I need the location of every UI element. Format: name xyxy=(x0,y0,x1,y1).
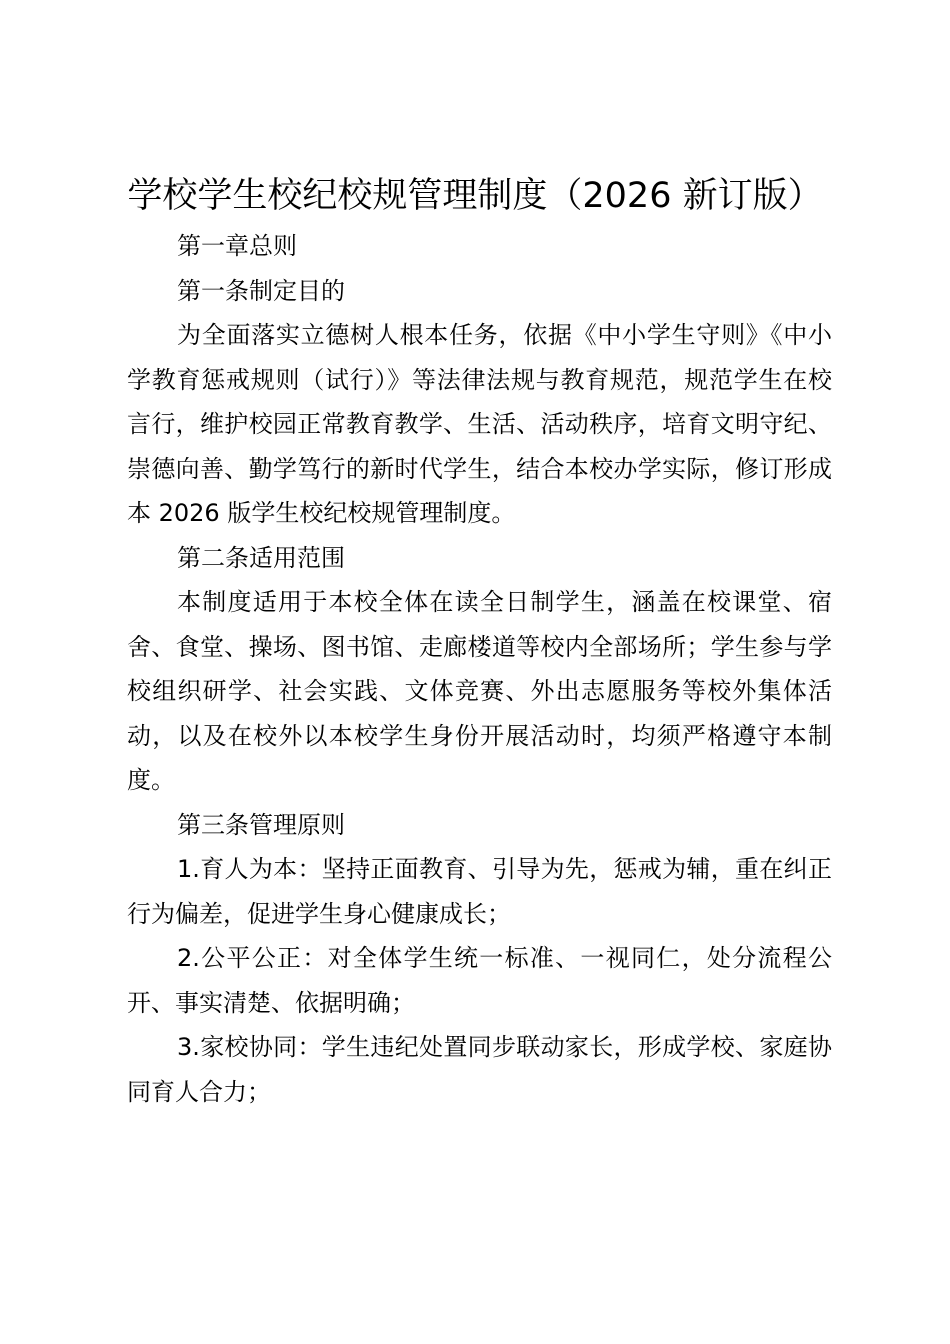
list-item: 3.家校协同：学生违纪处置同步联动家长，形成学校、家庭协同育人合力； xyxy=(127,1033,832,1106)
paragraph: 本制度适用于本校全体在读全日制学生，涵盖在校课堂、宿舍、食堂、操场、图书馆、走廊楼道等校内全部场所；学生参与学校组织研学、社会实践、文体竞赛、外出志愿服务等校外集体活动，以及在校外以本校学生身份开展活动时，均须严格遵守本制度。 xyxy=(127,588,832,794)
document-title: 学校学生校纪校规管理制度（2026 新订版） xyxy=(127,176,823,216)
list-item: 1.育人为本：坚持正面教育、引导为先，惩戒为辅，重在纠正行为偏差，促进学生身心健康成长； xyxy=(127,855,832,928)
paragraph: 为全面落实立德树人根本任务，依据《中小学生守则》《中小学教育惩戒规则（试行）》等法律法规与教育规范，规范学生在校言行，维护校园正常教育教学、生活、活动秩序，培育文明守纪、崇德向善、勤学笃行的新时代学生，结合本校办学实际，修订形成本 2026 版学生校纪校规管理制度。 xyxy=(127,321,832,527)
article-heading: 第三条管理原则 xyxy=(177,810,345,839)
article-heading: 第一条制定目的 xyxy=(177,276,345,305)
document-body xyxy=(127,224,832,1114)
list-item: 2.公平公正：对全体学生统一标准、一视同仁，处分流程公开、事实清楚、依据明确； xyxy=(127,944,832,1017)
chapter-heading: 第一章总则 xyxy=(177,232,297,260)
article-heading: 第二条适用范围 xyxy=(177,543,345,572)
